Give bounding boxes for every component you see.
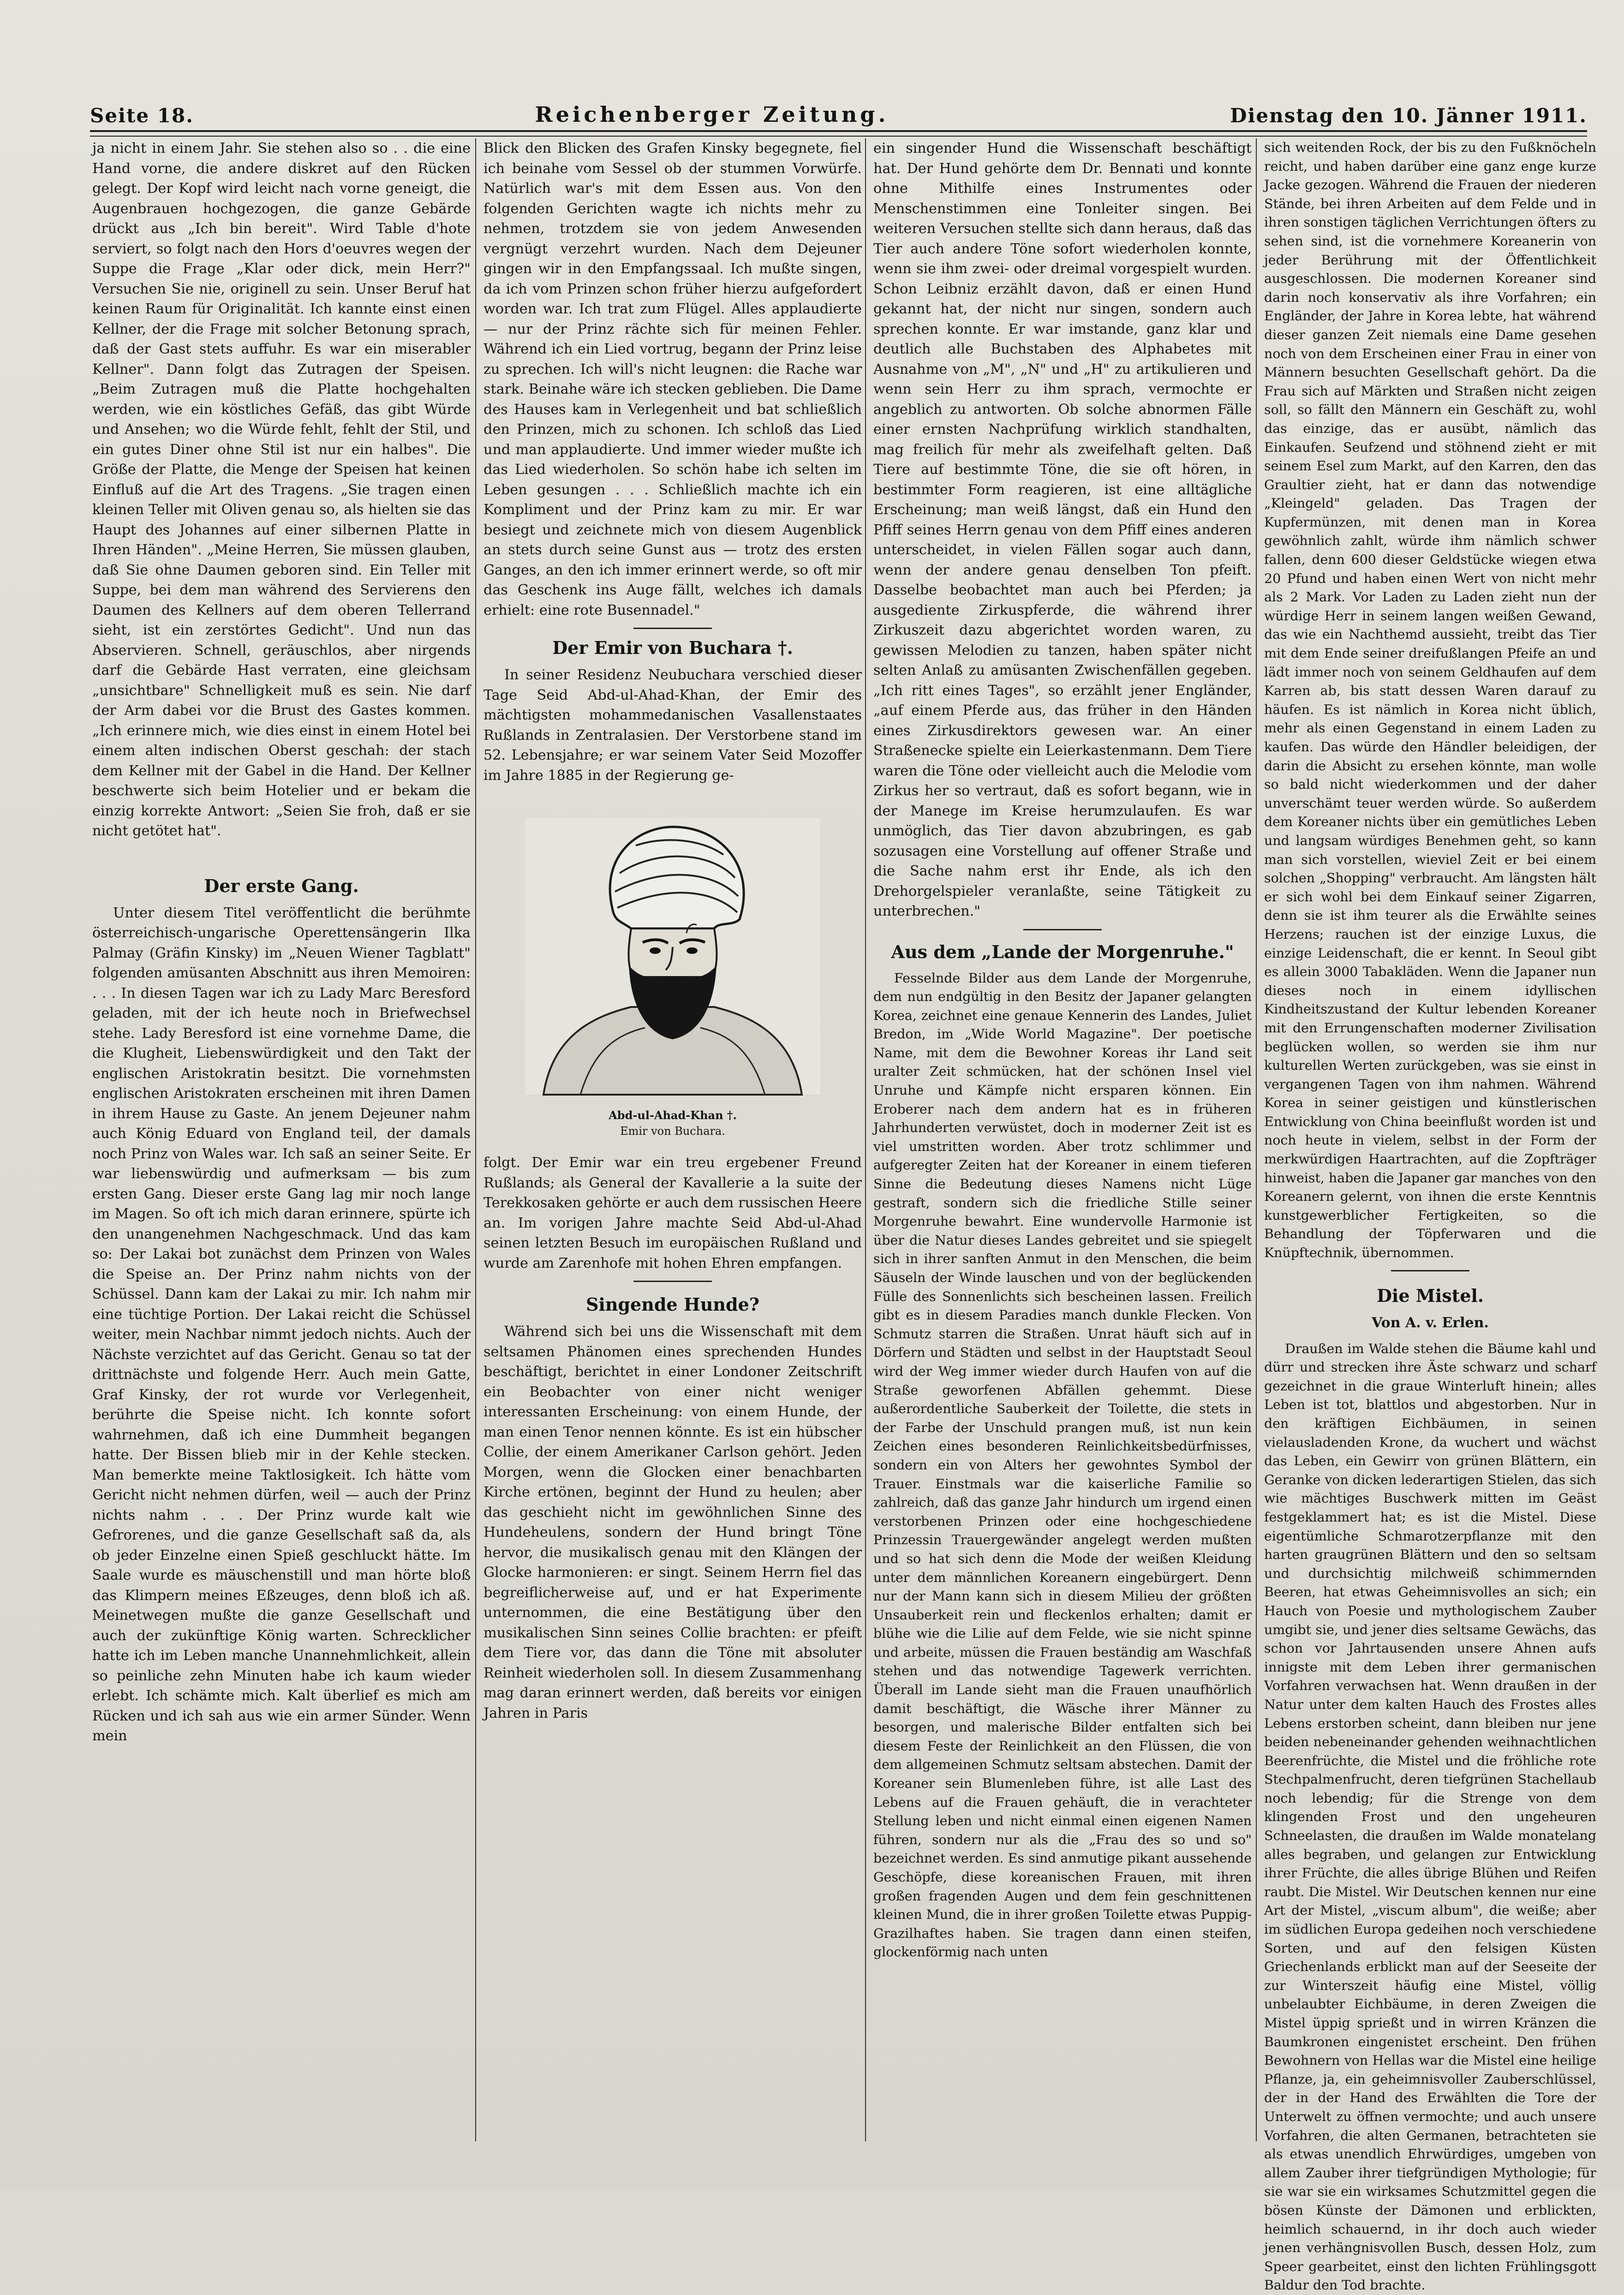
article-heading: Der Emir von Buchara †. — [552, 637, 793, 658]
korea-article-continued: sich weitenden Rock, der bis zu den Fußknöcheln reicht, und haben darüber eine ganz enge kurze Jacke gezogen. Während die Frauen der niederen Stände, bei ihren Arbeiten auf dem Felde und in ihren sonstigen täglichen Verrichtungen öfters zu sehen sind, ist die vornehmere Koreanerin von jeder Berührung mit der Öffentlichkeit ausgeschlossen. Die modernen Koreaner sind darin noch konservativ als ihre Vorfahren; ein Engländer, der Jahre in Korea lebte, hat während dieser ganzen Zeit niemals eine Dame gesehen noch von dem Erscheinen einer Frau in einer von Männern besuchten Gesellschaft gehört. Da die Frau sich auf Märkten und Straßen nicht zeigen soll, so fällt den Männern ein Geschäft zu, wohl das einzige, das er ausübt, nämlich das Einkaufen. Seufzend und stöhnend zieht er mit seinem Esel zum Markt, auf den Karren, den das Graultier zieht, hat er dann das notwendige „Kleingeld" geladen. Das Tragen der Kupfermünzen, mit denen man in Korea gewöhnlich zahlt, würde ihm nämlich schwer fallen, denn 600 dieser Geldstücke wiegen etwa 20 Pfund und haben einen Wert von nicht mehr als 2 Mark. Vor Laden zu Laden zieht nun der würdige Herr in seinem langen weißen Gewand, das wie ein Nachthemd aussieht, treibt das Tier mit dem Ende seiner dreifußlangen Pfeife an und lädt immer noch von seinem Geldhaufen auf dem Karren ab, bis statt dessen Waren darauf zu häufen. Es ist nämlich in Korea nicht üblich, mehr als einen Gegenstand in einem Laden zu kaufen. Das würde den Händler beleidigen, der darin die Absicht zu ersehen könnte, man wolle so bald nicht wiederkommen und der daher unverschämt teuer werden würde. So außerdem dem Koreaner nichts über ein gemütliches Leben und langsam würdiges Benehmen geht, so kann man sich vorstellen, wieviel Zeit er bei einem solchen „Shopping" verbraucht. Am längsten hält er sich wohl bei dem Einkauf seiner Zigarren, denn sie ist ihm teurer als die Erwählte seines Herzens; rauchen ist der einzige Luxus, die einzige Leidenschaft, die er kennt. In Seoul gibt es allein 3000 Tabakläden. Wenn die Japaner nun dieses noch in einem idyllischen Kindheitszustand der Kultur lebenden Koreaner mit den Errungenschaften moderner Zivilisation beglücken wollen, so werden sie ihm nur kulturellen Werten zurückgeben, was sie einst in vergangenen Tagen von ihm nahmen. Während Korea in seiner geistigen und künstlerischen Entwicklung von China beeinflußt worden ist und noch heute in vielem, selbst in der Form der merkwürdigen Haartrachten, auf die Zopfträger hinweist, haben die Japaner gar manches von den Koreanern gelernt, von ihnen die erste Kenntnis kunstgewerblicher Fertigkeiten, so die Behandlung der Töpferwaren und die Knüpftechnik, übernommen. — [1264, 140, 1596, 1261]
article-heading: Singende Hunde? — [585, 1294, 760, 1315]
column-1 — [92, 138, 471, 2141]
section-separator — [1023, 929, 1102, 930]
portrait-illustration — [525, 818, 820, 1095]
page-number: Seite 18. — [90, 104, 194, 127]
column-divider — [865, 138, 866, 2141]
waiter-article-text: ja nicht in einem Jahr. Sie stehen also so . . die eine Hand vorne, die andere diskret auf den Rücken gelegt. Der Kopf wird leicht nach vorne geneigt, die Augenbrauen hochgezogen, die ganze Gebärde drückt aus „Ich bin bereit". Wird Table d'hote serviert, so folgt nach den Hors d'oeuvres wegen der Suppe die Frage „Klar oder dick, mein Herr?" Versuchen Sie nie, originell zu sein. Unser Beruf hat keinen Raum für Originalität. Ich kannte einst einen Kellner, der die Frage mit solcher Betonung sprach, daß der Gast stets auffuhr. Es war ein miserabler Kellner". Dann folgt das Zutragen der Speisen. „Beim Zutragen muß die Platte hochgehalten werden, wie ein köstliches Gefäß, das gibt Würde und Ansehen; wo die Würde fehlt, fehlt der Stil, und ein gutes Diner ohne Stil ist nur ein halbes". Die Größe der Platte, die Menge der Speisen hat keinen Einfluß auf die Art des Tragens. „Sie tragen einen kleinen Teller mit Oliven genau so, als hielten sie das Haupt des Johannes auf einer silbernen Platte in Ihren Händen". „Meine Herren, Sie müssen glauben, daß Sie ohne Daumen geboren sind. Ein Teller mit Suppe, bei dem man während des Servierens den Daumen des Kellners auf dem oberen Tellerrand sieht, ist ein zerstörtes Gedicht". Und nun das Abservieren. Schnell, geräuschlos, aber nirgends darf die Gebärde Hast verraten, eine gleichsam „unsichtbare" Schnelligkeit muß es sein. Nie darf der Arm dabei vor die Brust des Gastes kommen. „Ich erinnere mich, wie dies einst in einem Hotel bei einem alten indischen Oberst geschah: der stach dem Kellner mit der Gabel in die Hand. Der Kellner beschwerte sich beim Hotelier und er bekam die einzig korrekte Antwort: „Seien Sie froh, daß er sie nicht getötet hat". — [92, 140, 471, 839]
masthead — [90, 95, 1587, 127]
section-separator — [1391, 1270, 1469, 1271]
singing-dogs-article-text: Während sich bei uns die Wissenschaft mit dem seltsamen Phänomen eines sprechenden Hundes beschäftigt, berichtet in einer Londoner Zeitschrift ein Beobachter von einer nicht weniger interessanten Erscheinung: von einem Hunde, der man einen Tenor nennen könnte. Es ist ein hübscher Collie, der einem Amerikaner Carlson gehört. Jeden Morgen, wenn die Glocken einer benachbarten Kirche ertönen, beginnt der Hund zu heulen; aber das geschieht nicht im gewöhnlichen Sinne des Hundeheulens, sondern der Hund bringt Töne hervor, die musikalisch genau mit den Klängen der Glocke harmonieren: er singt. Seinem Herrn fiel das begreiflicherweise auf, und er hat Experimente unternommen, die eine Bestätigung über den musikalischen Sinn seines Collie brachten: er pfeift dem Tiere vor, das dann die Töne mit absoluter Reinheit wiederholen soll. In diesem Zusammenhang mag daran erinnert werden, daß bereits vor einigen Jahren in Paris — [484, 1324, 862, 1721]
mistletoe-article-text: Draußen im Walde stehen die Bäume kahl und dürr und strecken ihre Äste schwarz und scharf gezeichnet in die graue Winterluft hinein; alles Leben ist tot, blattlos und abgestorben. Nur in den kräftigen Eichbäumen, in seinen vielausladenden Krone, da wuchert und wächst das Leben, ein Gewirr von grünen Blättern, ein Geranke von dicken lederartigen Stielen, das sich wie mächtiges Buschwerk mitten im Geäst festgeklammert hat; es ist die Mistel. Diese eigentümliche Schmarotzerpflanze mit den harten graugrünen Blättern und den so seltsam und durchsichtig milchweiß schimmernden Beeren, hat etwas Geheimnisvolles an sich; ein Hauch von Poesie und mythologischem Zauber umgibt sie, und jener dies seltsame Gewächs, das schon vor Jahrtausenden unsere Ahnen aufs innigste mit dem Leben ihrer germanischen Vorfahren verwachsen hat. Wenn draußen in der Natur unter dem kalten Hauch des Frostes alles Lebens erstorben scheint, dann bleiben nur jene beiden nebeneinander gehenden weihnachtlichen Beerenfrüchte, die Mistel und die fröhliche rote Stechpalmenfrucht, deren tiefgrünen Stachellaub noch lebendig; für die Strenge von dem klingenden Frost und den ungeheuren Schneelasten, die draußen im Walde monatelang alles begraben, und gelangen zur Entwicklung ihrer Früchte, die alles übrige Blühen und Reifen raubt. Die Mistel. Wir Deutschen kennen nur eine Art der Mistel, „viscum album", die weiße; aber im südlichen Europa gedeihen noch verschiedene Sorten, und auf den felsigen Küsten Griechenlands erblickt man auf der Seeseite der zur Winterszeit häufig eine Mistel, völlig unbelaubter Eichbäume, in deren Zweigen die Mistel üppig sprießt und in wirren Kränzen die Baumkronen eingenistet erscheint. Den frühen Bewohnern von Hellas war die Mistel eine heilige Pflanze, ja, ein geheimnisvoller Zauberschlüssel, der in der Hand des Erwählten die Tore der Unterwelt zu öffnen vermochte; und auch unsere Vorfahren, die alten Germanen, betrachteten sie als etwas unendlich Ehrwürdiges, umgeben von allem Zauber ihrer tiefgründigen Mythologie; für sie war sie ein wirksames Schutzmittel gegen die bösen Künste der Dämonen und erblickten, heimlich schauernd, in ihr doch auch wieder jenen verhängnisvollen Busch, dessen Holz, zum Speer gearbeitet, einst den lichten Frühlingsgott Baldur den Tod brachte. — [1264, 1341, 1596, 2293]
section-separator — [633, 1281, 712, 1282]
article-heading: Der erste Gang. — [204, 875, 359, 896]
article-byline: Von A. v. Erlen. — [1372, 1314, 1489, 1331]
portrait-caption-title: Emir von Buchara. — [620, 1125, 725, 1138]
issue-date: Dienstag den 10. Jänner 1911. — [1230, 104, 1587, 127]
newspaper-title: Reichenberger Zeitung. — [535, 102, 889, 127]
column-divider — [1256, 138, 1257, 2141]
article-heading: Die Mistel. — [1376, 1285, 1484, 1306]
singing-dogs-article-continued: ein singender Hund die Wissenschaft beschäftigt hat. Der Hund gehörte dem Dr. Bennati und konnte ohne Mithilfe eines Instrumentes oder Menschenstimmen eine Tonleiter singen. Bei weiteren Versuchen stellte sich dann heraus, daß das Tier auch andere Töne sofort wiederholen konnte, wenn sie ihm zwei- oder dreimal vorgespielt wurden. Schon Leibniz erzählt davon, daß er einen Hund gekannt hat, der nicht nur singen, sondern auch sprechen konnte. Er war imstande, ganz klar und deutlich alle Buchstaben des Alphabetes mit Ausnahme von „M", „N" und „H" zu artikulieren und wenn sein Herr zu ihm sprach, vermochte er angeblich zu antworten. Ob solche abnormen Fälle einer ernsten Nachprüfung wirklich standhalten, mag freilich für mehr als zweifelhaft gelten. Daß Tiere auf bestimmte Töne, die sie oft hören, in bestimmter Form reagieren, ist eine alltägliche Erscheinung; man weiß längst, daß ein Hund den Pfiff seines Herrn genau von dem Pfiff eines anderen unterscheidet, in vielen Fällen sogar auch dann, wenn der andere genau denselben Ton pfeift. Dasselbe beobachtet man auch bei Pferden; ja ausgediente Zirkuspferde, die während ihrer Zirkuszeit dazu abgerichtet worden waren, zu gewissen Melodien zu tanzen, haben später nicht selten Anlaß zu amüsanten Zwischenfällen gegeben. „Ich ritt eines Tages", so erzählt jener Engländer, „auf einem Pferde aus, das früher in den Händen eines Zirkusdirektors gewesen war. An einer Straßenecke spielte ein Leierkastenmann. Dem Tiere waren die Töne oder vielleicht auch die Melodie vom Zirkus her so vertraut, daß es sofort begann, wie in der Manege im Kreise herumzulaufen. Es war unmöglich, das Tier davon abzubringen, es gab sozusagen eine Vorstellung auf offener Straße und die Sache nahm erst ihr Ende, als ich den Drehorgelspieler veranlaßte, seine Tätigkeit zu unterbrechen." — [873, 140, 1252, 919]
column-2 — [484, 138, 862, 2141]
column-4 — [1264, 138, 1596, 2293]
emir-portrait — [484, 818, 862, 1099]
portrait-caption-name: Abd-ul-Ahad-Khan †. — [609, 1109, 737, 1122]
column-3 — [873, 138, 1252, 2141]
first-course-article-text: Unter diesem Titel veröffentlicht die berühmte österreichisch-ungarische Operettensängerin Ilka Palmay (Gräfin Kinsky) im „Neuen Wiener Tagblatt" folgenden amüsanten Abschnitt aus ihren Memoiren: . . . In diesen Tagen war ich zu Lady Marc Beresford geladen, mit der ich heute noch in Briefwechsel stehe. Lady Beresford ist eine vornehme Dame, die die Klugheit, Liebenswürdigkeit und den Takt der englischen Aristokratin besitzt. Die vornehmsten englischen Aristokraten erscheinen mit ihren Damen in ihrem Hause zu Gaste. An jenem Dejeuner nahm auch König Eduard von England teil, der damals noch Prinz von Wales war. Ich saß an seiner Seite. Er war liebenswürdig und aufmerksam — bis zum ersten Gang. Dieser erste Gang lag mir noch lange im Magen. So oft ich mich daran erinnere, spürte ich den unangenehmen Nachgeschmack. Und das kam so: Der Lakai bot zunächst dem Prinzen von Wales die Speise an. Der Prinz nahm nichts von der Schüssel. Dann kam der Lakai zu mir. Ich nahm mir eine tüchtige Portion. Der Lakai reicht die Schüssel weiter, mein Nachbar nimmt jedoch nichts. Auch der Nächste verzichtet auf das Gericht. Genau so tat der drittnächste und folgende Herr. Auch mein Gatte, Graf Kinsky, der rot wurde vor Verlegenheit, berührte die Speise nicht. Ich konnte sofort wahrnehmen, daß ich eine Dummheit begangen hatte. Der Bissen blieb mir in der Kehle stecken. Man bemerkte meine Taktlosigkeit. Ich hätte vom Gericht nicht nehmen dürfen, weil — auch der Prinz nichts nahm . . . Der Prinz wurde kalt wie Gefrorenes, und die ganze Gesellschaft saß da, als ob jeder Einzelne einen Spieß geschluckt hätte. Im Saale wurde es mäuschenstill und man hörte bloß das Klimpern meines Eßzeuges, denn bloß ich aß. Meinetwegen mußte die ganze Gesellschaft und auch der zukünftige König warten. Schrecklicher hatte ich im Leben manche Unannehmlichkeit, allein so peinliche zehn Minuten habe ich kaum wieder erlebt. Ich schämte mich. Kalt überlief es mich am Rücken und ich sah aus wie ein armer Sünder. Wenn mein — [92, 905, 471, 1744]
emir-article-continued: folgt. Der Emir war ein treu ergebener Freund Rußlands; als General der Kavallerie a la suite der Terekkosaken gehörte er auch dem russischen Heere an. Im vorigen Jahre machte Seid Abd-ul-Ahad seinen letzten Besuch im europäischen Rußland und wurde am Zarenhofe mit hohen Ehren empfangen. — [484, 1155, 862, 1271]
masthead-rule — [90, 130, 1587, 137]
emir-article-text: In seiner Residenz Neubuchara verschied dieser Tage Seid Abd-ul-Ahad-Khan, der Emir des mächtigsten mohammedanischen Vasallenstaates Rußlands in Zentralasien. Der Verstorbene stand im 52. Lebensjahre; er war seinem Vater Seid Mozoffer im Jahre 1885 in der Regierung ge- — [484, 667, 862, 784]
column-divider — [475, 138, 476, 2141]
section-separator — [633, 628, 712, 629]
article-heading: Aus dem „Lande der Morgenruhe." — [891, 941, 1234, 962]
first-course-article-continued: Blick den Blicken des Grafen Kinsky begegnete, fiel ich beinahe vom Sessel ob der stummen Vorwürfe. Natürlich war's mit dem Essen aus. Von den folgenden Gerichten wagte ich nichts mehr zu nehmen, trotzdem sie von jedem Anwesenden vergnügt verzehrt wurden. Nach dem Dejeuner gingen wir in den Empfangssaal. Ich mußte singen, da ich vom Prinzen schon früher hierzu aufgefordert worden war. Ich trat zum Flügel. Alles applaudierte — nur der Prinz rächte sich für meinen Fehler. Während ich ein Lied vortrug, begann der Prinz leise zu sprechen. Ich will's nicht leugnen: die Rache war stark. Beinahe wäre ich stecken geblieben. Die Dame des Hauses kam in Verlegenheit und bat schließlich den Prinzen, mich zu schonen. Ich schloß das Lied und man applaudierte. Und immer wieder mußte ich das Lied wiederholen. So schön habe ich selten im Leben gesungen . . . Schließlich machte ich ein Kompliment und der Prinz kam zu mir. Er war besiegt und zeichnete mich von diesem Augenblick an stets durch seine Gunst aus — trotz des ersten Ganges, an den ich immer erinnert werde, so oft mir das Geschenk ins Auge fällt, welches ich damals erhielt: eine rote Busennadel." — [484, 140, 862, 618]
korea-article-text: Fesselnde Bilder aus dem Lande der Morgenruhe, dem nun endgültig in den Besitz der Japaner gelangten Korea, zeichnet eine genaue Kennerin des Landes, Juliet Bredon, im „Wide World Magazine". Der poetische Name, mit dem die Bewohner Koreas ihr Land seit uralter Zeit schmücken, hat der schönen Insel viel Unruhe und Kämpfe nicht ersparen können. Ein Eroberer nach dem andern hat es in früheren Jahrhunderten verwüstet, doch in moderner Zeit ist es viel umstritten worden. Aber trotz schlimmer und aufgeregter Zeiten hat der Koreaner in einem tieferen Sinne die Bedeutung dieses Namens nicht Lüge gestraft, sondern sich die friedliche Stille seiner Morgenruhe bewahrt. Eine wundervolle Harmonie ist über die Natur dieses Landes gebreitet und sie spiegelt sich in ihrer sanften Anmut in den Menschen, die beim Säuseln der Winde lauschen und von der beglückenden Fülle des Sonnenlichts sich bescheinen lassen. Freilich gibt es in diesem Paradies manch dunkle Flecken. Von Schmutz starren die Straßen. Unrat häuft sich auf in Dörfern und Städten und selbst in der Hauptstadt Seoul wird der Weg immer wieder durch Haufen von auf die Straße geworfenen Abfällen gehemmt. Diese außerordentliche Sauberkeit der Toilette, die stets in der Farbe der Unschuld prangen muß, ist nun kein Zeichen eines besonderen Reinlichkeitsbedürfnisses, sondern ein von Alters her gewohntes Symbol der Trauer. Einstmals war die kaiserliche Familie so zahlreich, daß das ganze Jahr hindurch um irgend einen verstorbenen Prinzen oder eine hochgeschiedene Prinzessin Trauergewänder angelegt werden mußten und so hat sich denn die Mode der weißen Kleidung unter dem männlichen Koreanern eingebürgert. Denn nur der Mann kann sich in diesem Milieu der größten Unsauberkeit rein und fleckenlos erhalten; damit er blühe wie die Lilie auf dem Felde, wie sie nicht spinne und arbeite, müssen die Frauen beständig am Waschfaß stehen und das notwendige Tagewerk verrichten. Überall im Lande sieht man die Frauen unaufhörlich damit beschäftigt, die Wäsche ihrer Männer zu besorgen, und malerische Bilder entfalten sich bei diesem Feste der Reinlichkeit an den Flüssen, die von dem allgemeinen Schmutz seltsam abstechen. Damit der Koreaner sein Blumenleben führe, ist alle Last des Lebens auf die Frauen gehäuft, die in verachteter Stellung leben und nicht einmal einen eigenen Namen führen, sondern nur als die „Frau des so und so" bezeichnet werden. Es sind anmutige pikant aussehende Geschöpfe, diese koreanischen Frauen, mit ihren großen fragenden Augen und dem fein geschnittenen kleinen Mund, die in ihrer großen Toilette etwas Puppig-Grazilhaftes haben. Sie tragen dann einen steifen, glockenförmig nach unten — [873, 970, 1252, 1960]
